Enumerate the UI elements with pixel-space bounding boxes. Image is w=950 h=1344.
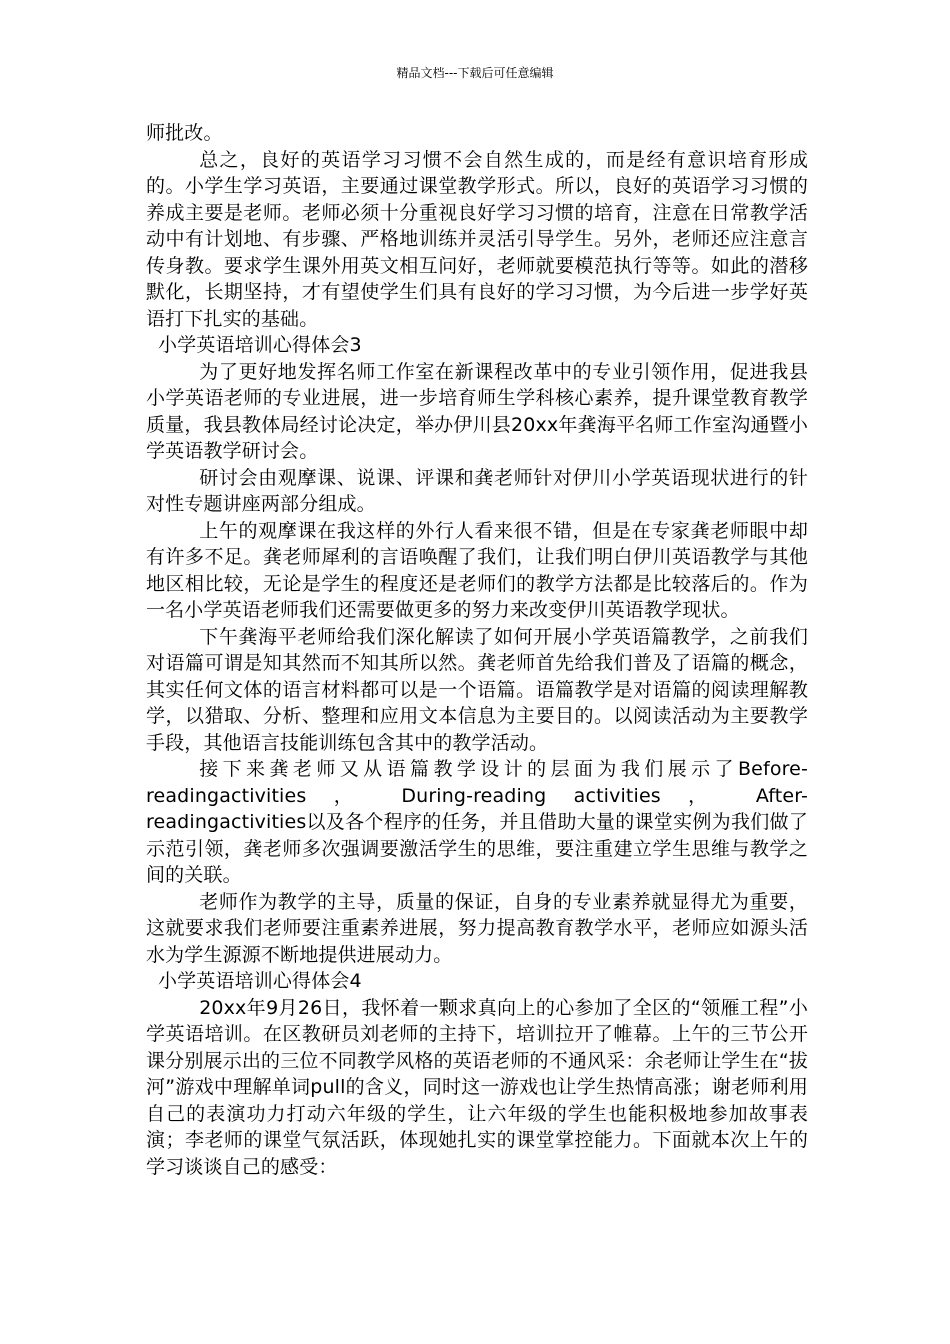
paragraph: 为了更好地发挥名师工作室在新课程改革中的专业引领作用，促进我县小学英语老师的专业进展，进一步培育师生学科核心素养，提升课堂教育教学质量，我县教体局经讨论决定，举办伊川县20xx年龚海平名师工作室沟通暨小学英语教学研讨会。 xyxy=(146,360,808,462)
paragraph: 研讨会由观摩课、说课、评课和龚老师针对伊川小学英语现状进行的针对性专题讲座两部分组成。 xyxy=(146,466,808,515)
document-body xyxy=(146,120,808,1180)
paragraph: 上午的观摩课在我这样的外行人看来很不错，但是在专家龚老师眼中却有许多不足。龚老师犀利的言语唤醒了我们，让我们明白伊川英语教学与其他地区相比较，无论是学生的程度还是老师们的教学方法都是比较落后的。作为一名小学英语老师我们还需要做更多的努力来改变伊川英语教学现状。 xyxy=(146,519,808,621)
paragraph: 下午龚海平老师给我们深化解读了如何开展小学英语篇教学，之前我们对语篇可谓是知其然而不知其所以然。龚老师首先给我们普及了语篇的概念，其实任何文体的语言材料都可以是一个语篇。语篇教学是对语篇的阅读理解教学，以猎取、分析、整理和应用文本信息为主要目的。以阅读活动为主要教学手段，其他语言技能训练包含其中的教学活动。 xyxy=(146,625,808,754)
paragraph-continuation: 师批改。 xyxy=(146,122,223,144)
paragraph: 接下来龚老师又从语篇教学设计的层面为我们展示了Before-readingactivities ， During-reading activities ， After-readingactivities以及各个程序的任务，并且借助大量的课堂实例为我们做了示范引领，龚老师多次强调要激活学生的思维，要注重建立学生思维与教学之间的关联。 xyxy=(146,758,808,886)
section-heading-4: 小学英语培训心得体会4 xyxy=(158,970,362,992)
paragraph: 20xx年9月26日，我怀着一颗求真向上的心参加了全区的“领雁工程”小学英语培训。在区教研员刘老师的主持下，培训拉开了帷幕。上午的三节公开课分别展示出的三位不同教学风格的英语老师的不通风采：余老师让学生在“拔河”游戏中理解单词pull的含义，同时这一游戏也让学生热情高涨；谢老师利用自己的表演功力打动六年级的学生，让六年级的学生也能积极地参加故事表演；李老师的课堂气氛活跃，体现她扎实的课堂掌控能力。下面就本次上午的学习谈谈自己的感受： xyxy=(146,996,808,1178)
page-header: 精品文档---下载后可任意编辑 xyxy=(396,66,554,80)
section-heading-3: 小学英语培训心得体会3 xyxy=(158,334,362,356)
paragraph: 老师作为教学的主导，质量的保证，自身的专业素养就显得尤为重要，这就要求我们老师要注重素养进展，努力提高教育教学水平，老师应如源头活水为学生源源不断地提供进展动力。 xyxy=(146,890,808,966)
paragraph-summary: 总之，良好的英语学习习惯不会自然生成的，而是经有意识培育形成的。小学生学习英语，主要通过课堂教学形式。所以，良好的英语学习习惯的养成主要是老师。老师必须十分重视良好学习习惯的培育，注意在日常教学活动中有计划地、有步骤、严格地训练并灵活引导学生。另外，老师还应注意言传身教。要求学生课外用英文相互问好，老师就要模范执行等等。如此的潜移默化，长期坚持，才有望使学生们具有良好的学习习惯，为今后进一步学好英语打下扎实的基础。 xyxy=(146,148,808,330)
